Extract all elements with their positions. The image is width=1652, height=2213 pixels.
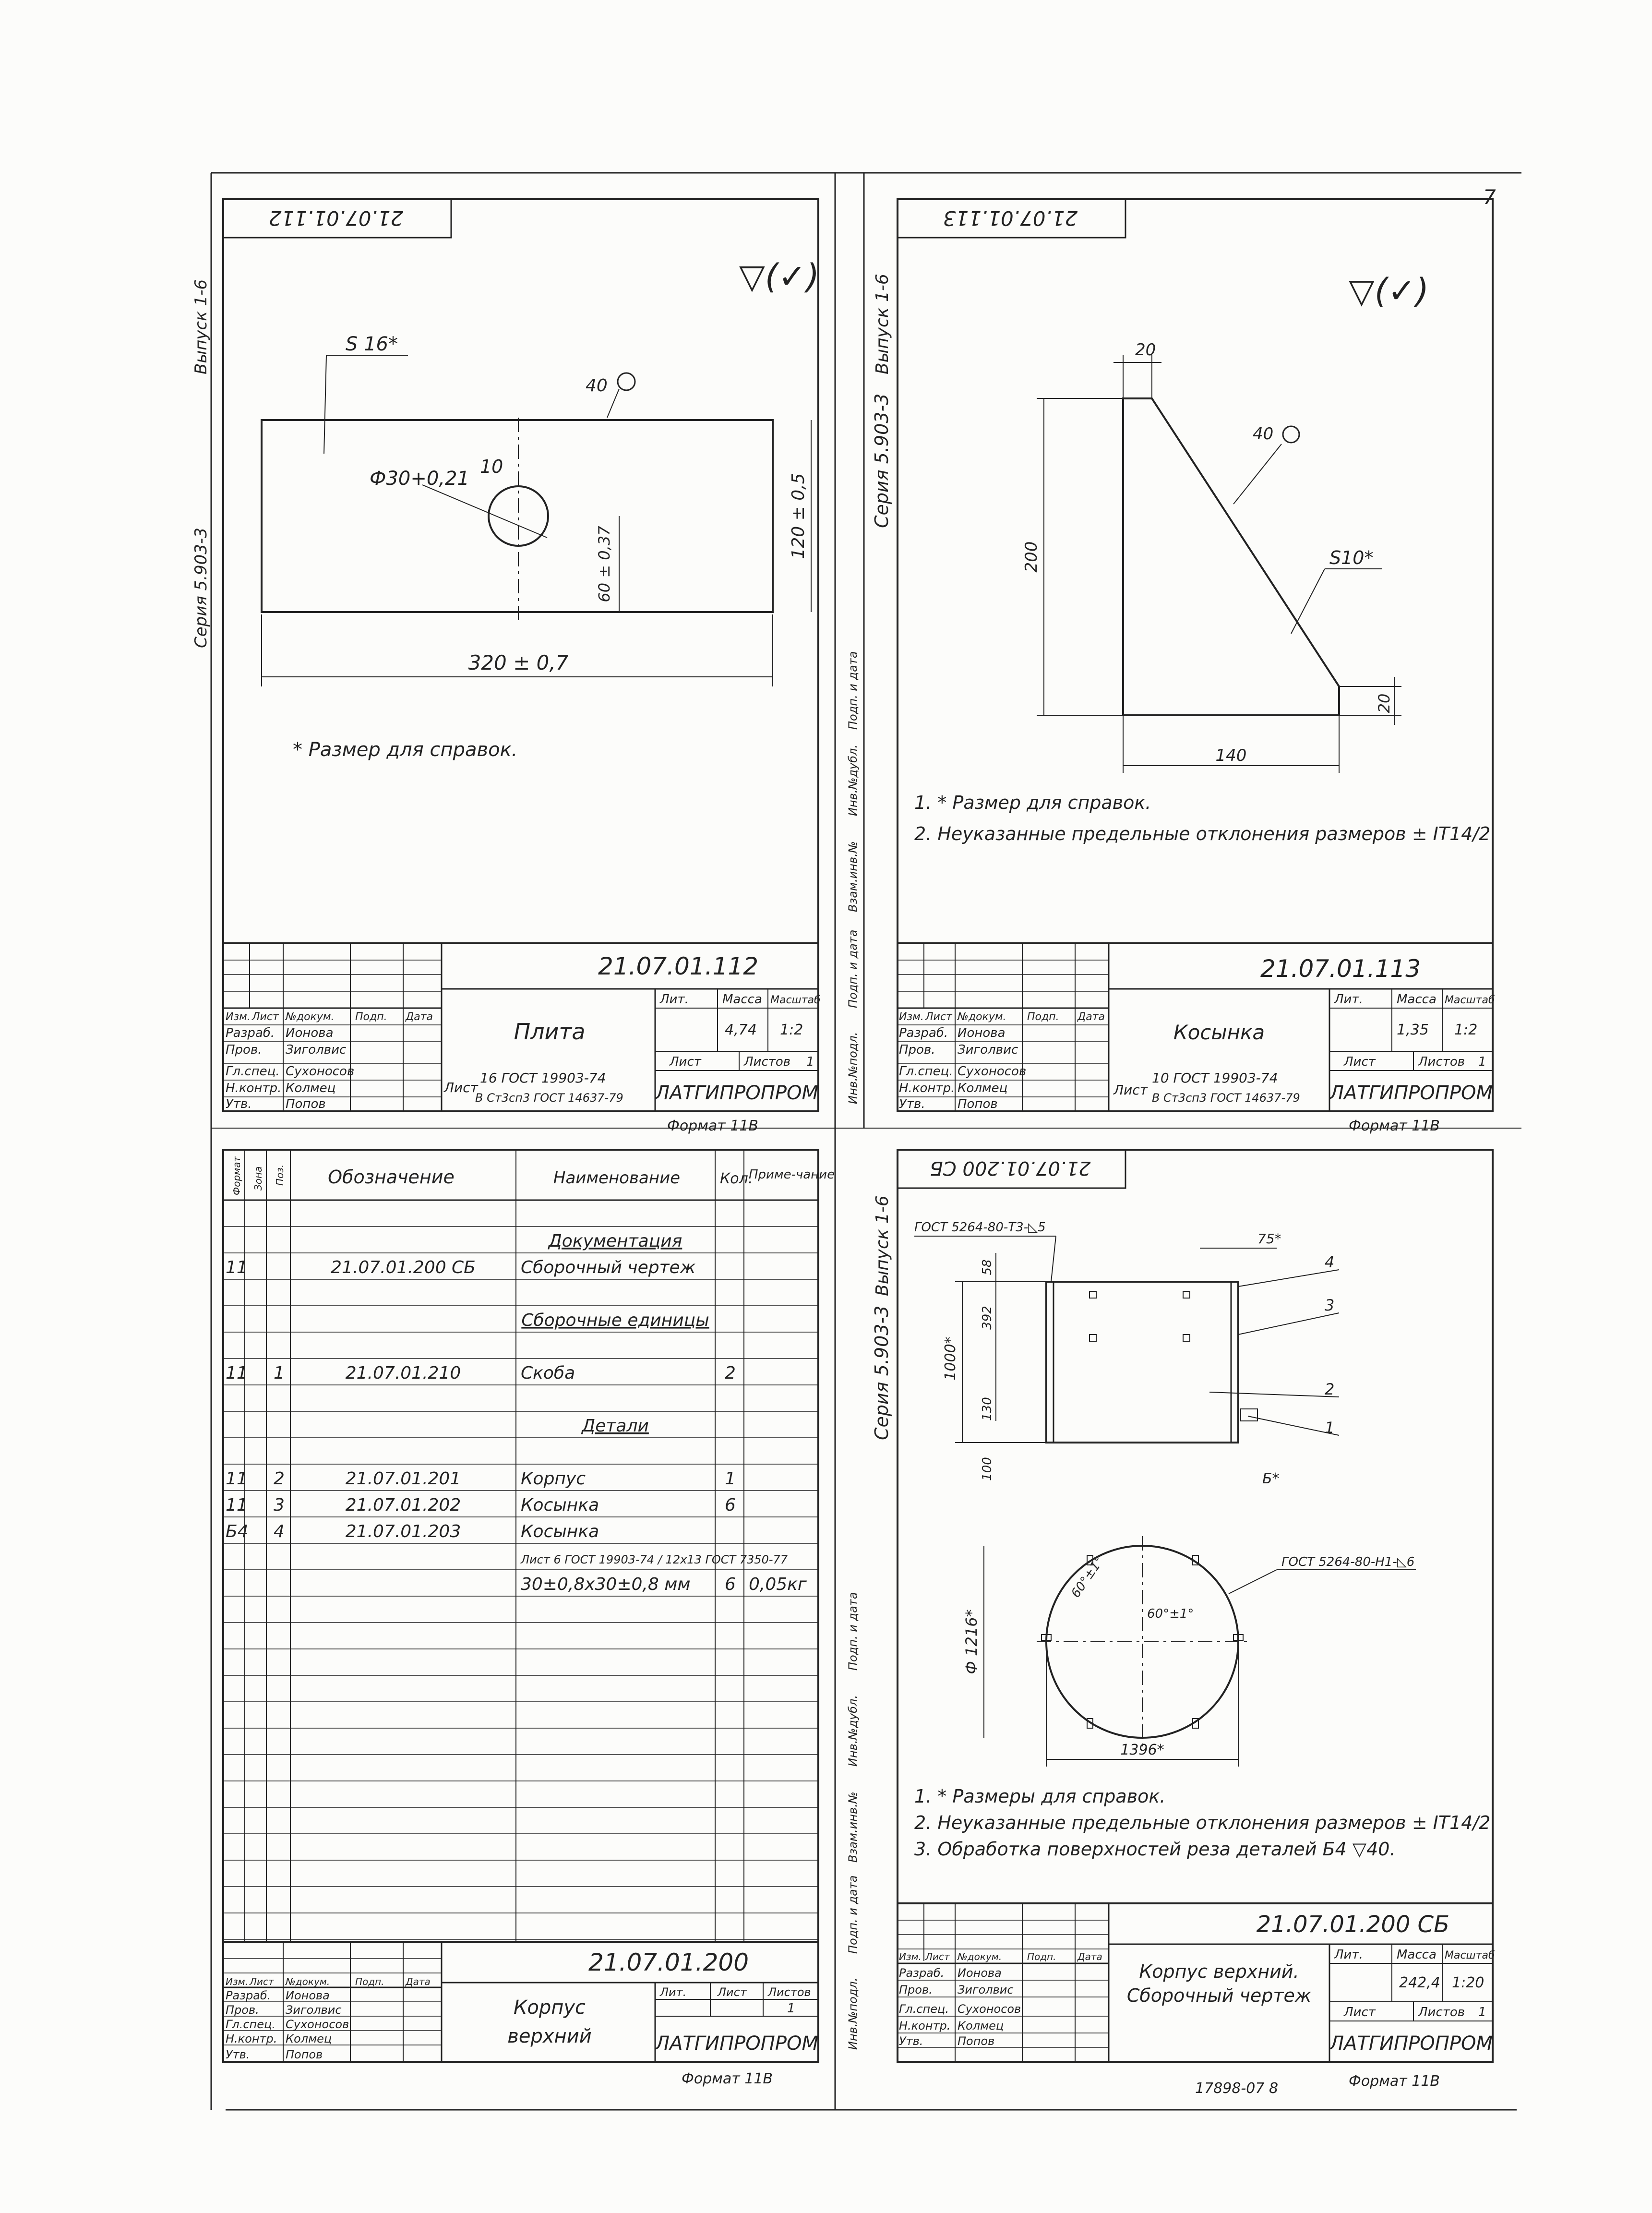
assembly-pos-1: 1 [1325,1419,1335,1437]
assembly-tb-name-3: Сухоносов [958,2002,1021,2016]
assembly-tb-listov-label: Листов [1418,2005,1465,2020]
spec-tb-name-3: Сухоносов [286,2018,349,2031]
plate-tb-role-prov: Пров. [226,1043,262,1057]
gusset-corner-code: 21.07.01.113 [943,206,1078,230]
plate-tb-material-1: 16 ГОСТ 19903-74 [480,1070,606,1086]
bottom-stamp: 17898-07 8 [1195,2080,1279,2097]
spec-cell-format: 11 [226,1469,248,1489]
assembly-pos-3: 3 [1325,1296,1335,1314]
gusset-tb-lit-label: Лит. [1334,992,1363,1007]
gusset-tb-material-2: В Ст3сп3 ГОСТ 14637-79 [1152,1091,1300,1105]
spec-cell-name: Корпус [521,1469,586,1489]
assembly-dim-392: 392 [980,1306,994,1330]
spec-cell-designation: 21.07.01.210 [345,1363,461,1383]
assembly-tb-role-list: Лист [925,1951,950,1962]
assembly-tb-name-2: Зиголвис [958,1983,1014,1997]
spec-cell-name: Сборочный чертеж [521,1258,696,1277]
plate-tb-role-list: Лист [252,1011,279,1023]
gusset-tb-role-utv: Утв. [899,1097,925,1111]
assembly-side-label-4: Инв.№дубл. [846,1695,860,1767]
plate-tb-code: 21.07.01.112 [598,952,758,980]
spec-cell-format: Б4 [226,1522,249,1541]
gusset-outline [1123,398,1339,715]
plate-tb-list-label: Лист [670,1055,701,1069]
gusset-tb-mass-label: Масса [1397,992,1437,1007]
gusset-tb-list-label: Лист [1344,1055,1376,1069]
plate-tb-role-sign: Подп. [355,1011,387,1023]
gusset-issue: Выпуск 1-6 [873,274,892,374]
assembly-side-label-2: Подп. и дата [846,1875,860,1954]
plate-tb-mass-label: Масса [722,992,762,1007]
assembly-series: Серия 5.903-3 [871,1305,892,1440]
assembly-note-3: 3. Обработка поверхностей реза деталей Б4 ▽40. [914,1839,1396,1860]
spec-cell-qty: 6 [725,1575,736,1594]
spec-cell-name: Документация [548,1231,682,1251]
assembly-tb-name-line2: Сборочный чертеж [1126,1985,1312,2006]
gusset-side-label-3: Взам.инв.№ [846,841,860,912]
assembly-weld-top: ГОСТ 5264-80-Т3-◺5 [914,1220,1046,1235]
assembly-tb-role-glspec: Гл.спец. [899,2002,949,2016]
spec-tb-role-izm: Изм. [226,1976,249,1987]
plate-tb-name-2: Зиголвис [286,1043,347,1057]
plate-tb-listov: 1 [806,1055,814,1069]
spec-tb-listov-label: Листов [768,1985,811,1999]
spec-cell-format: 11 [226,1363,248,1383]
spec-header-zone: Зона [252,1166,264,1191]
plate-dim-height: 120 ± 0,5 [789,473,808,559]
gusset-note-1: 1. * Размер для справок. [914,792,1151,813]
spec-cell-name: Сборочные единицы [521,1311,709,1330]
plate-tb-role-nkontr: Н.контр. [226,1081,282,1095]
plate-dim-thickness: S 16* [346,333,398,355]
spec-tb-name-5: Попов [286,2048,323,2061]
plate-dim-width: 320 ± 0,7 [468,651,569,674]
gusset-dim-top: 20 [1135,340,1156,360]
gusset-tb-name-4: Колмец [958,1081,1008,1095]
spec-tb-name-line2: верхний [507,2025,592,2047]
assembly-tb-name-line1: Корпус верхний. [1139,1961,1299,1982]
plate-format: Формат 11В [667,1118,759,1134]
gusset-series: Серия 5.903-3 [871,393,892,528]
plate-dim-hole: Ф30+0,21 [370,468,469,490]
assembly-dim-angle-2: 60°±1° [1147,1607,1194,1621]
page-number: 7 [1483,185,1496,209]
gusset-sheet [846,173,1495,1134]
plate-roughness-circle [618,373,635,390]
plate-tb-mass: 4,74 [725,1022,757,1038]
plate-tb-role-razrab: Разраб. [226,1026,275,1040]
gusset-tb-org: ЛАТГИПРОПРОМ [1329,1082,1493,1104]
assembly-side-label-1: Инв.№подл. [846,1977,860,2050]
assembly-corner-code: 21.07.01.200 СБ [930,1157,1091,1179]
plate-tb-scale: 1:2 [780,1022,803,1038]
gusset-tb-list-material-label: Лист [1113,1082,1148,1098]
spec-tb-role-doc: №докум. [286,1976,330,1987]
plate-tb-role-izm: Изм. [226,1011,251,1023]
assembly-tb-mass-label: Масса [1397,1948,1437,1962]
assembly-tb-role-doc: №докум. [958,1951,1002,1962]
assembly-dim-100: 100 [980,1457,994,1481]
gusset-tb-name: Косынка [1173,1021,1265,1044]
spec-tb-role-razrab: Разраб. [226,1989,271,2002]
assembly-tb-role-razrab: Разраб. [899,1966,945,1980]
spec-cell-name: Косынка [521,1522,599,1541]
assembly-tb-role-nkontr: Н.контр. [899,2019,951,2033]
gusset-tb-listov: 1 [1478,1055,1486,1069]
spec-tb-list-label: Лист [718,1985,747,1999]
spec-cell-designation: 21.07.01.201 [345,1469,461,1489]
gusset-roughness-circle [1283,426,1299,443]
plate-roughness-leader [607,389,619,418]
spec-header-format: Формат [231,1156,242,1195]
assembly-issue: Выпуск 1-6 [873,1195,892,1296]
gusset-tb-name-1: Ионова [958,1026,1006,1040]
spec-header-qty: Кол. [720,1170,753,1187]
spec-tb-name-4: Колмец [286,2032,332,2045]
gusset-roughness-symbol: ▽(✓) [1349,271,1429,311]
gusset-side-label-5: Подп. и дата [846,651,860,730]
assembly-tb-code: 21.07.01.200 СБ [1256,1911,1449,1938]
spec-cell-qty: 6 [725,1495,736,1515]
spec-tb-role-sign: Подп. [355,1976,384,1987]
plate-tb-role-doc: №докум. [286,1011,335,1023]
spec-format: Формат 11В [682,2070,773,2087]
gusset-tb-role-date: Дата [1077,1011,1105,1023]
gusset-note-2: 2. Неуказанные предельные отклонения размеров ± IT14/2 [914,823,1491,844]
plate-tb-scale-label: Масштаб [770,994,821,1006]
spec-tb-lit-label: Лит. [660,1985,687,1999]
assembly-dim-dia: Ф 1216* [962,1609,981,1674]
assembly-sheet [846,1150,1495,2090]
spec-cell-name: Скоба [521,1363,575,1383]
plate-tb-role-utv: Утв. [226,1097,252,1111]
spec-series: Серия 5.903-3 [192,528,211,648]
gusset-dim-width: 140 [1215,746,1247,765]
plate-outline [262,420,773,612]
plate-sheet [223,199,821,1134]
assembly-dim-75: 75* [1257,1231,1281,1247]
spec-cell-format: 11 [226,1258,248,1277]
plate-tb-listov-label: Листов [744,1055,791,1069]
plate-thickness-leader [324,355,326,454]
assembly-tb-listov: 1 [1478,2005,1486,2020]
spec-cell-designation: 21.07.01.202 [345,1495,461,1515]
assembly-note-1: 1. * Размеры для справок. [914,1786,1166,1807]
spec-tb-role-nkontr: Н.контр. [226,2032,277,2045]
assembly-pos-2: 2 [1325,1380,1335,1398]
spec-header-note: Приме-чание [749,1167,835,1182]
spec-cell-designation: 21.07.01.200 СБ [331,1258,476,1277]
gusset-dim-thickness: S10* [1329,547,1374,568]
plate-corner-code: 21.07.01.112 [268,206,404,230]
plate-tb-name-4: Колмец [286,1081,336,1095]
spec-cell-pos: 2 [274,1469,285,1489]
gusset-roughness-leader [1233,444,1281,504]
gusset-tb-scale: 1:2 [1454,1022,1478,1038]
spec-tb-role-glspec: Гл.спец. [226,2018,275,2031]
gusset-roughness-mark: 40 [1253,424,1274,444]
gusset-tb-mass: 1,35 [1397,1022,1429,1038]
assembly-dim-58: 58 [980,1259,994,1275]
gusset-tb-role-sign: Подп. [1027,1011,1059,1023]
assembly-tb-list-label: Лист [1344,2005,1376,2020]
gusset-side-label-1: Инв.№подл. [846,1032,860,1104]
spec-border [223,1150,818,2062]
spec-tb-org: ЛАТГИПРОПРОМ [655,2033,818,2055]
gusset-tb-code: 21.07.01.113 [1260,955,1421,983]
plate-tb-name-3: Сухоносов [286,1064,355,1079]
assembly-tb-name-4: Колмец [958,2019,1004,2033]
assembly-format: Формат 11В [1349,2073,1440,2090]
assembly-tb-role-izm: Изм. [899,1951,922,1962]
gusset-tb-role-izm: Изм. [899,1011,924,1023]
gusset-tb-name-5: Попов [958,1097,998,1111]
spec-tb-name-2: Зиголвис [286,2003,342,2017]
plate-tb-lit-label: Лит. [660,992,689,1007]
spec-cell-pos: 1 [274,1363,285,1383]
spec-cell-name: Косынка [521,1495,599,1515]
assembly-tb-name-5: Попов [958,2034,995,2048]
plate-tb-role-glspec: Гл.спец. [226,1064,280,1079]
spec-tb-role-list: Лист [250,1976,274,1987]
spec-cell-qty: 1 [725,1469,736,1489]
spec-cell-qty: 2 [725,1363,736,1383]
gusset-side-label-4: Инв.№дубл. [846,745,860,816]
spec-tb-name-1: Ионова [286,1989,330,2002]
assembly-tb-org: ЛАТГИПРОПРОМ [1329,2033,1493,2055]
plate-tb-name-1: Ионова [286,1026,334,1040]
assembly-dim-angle-1: 60°±1° [1068,1554,1107,1601]
spec-sheet [192,173,835,2110]
assembly-tb-lit-label: Лит. [1334,1948,1363,1962]
spec-cell-name: Лист 6 ГОСТ 19903-74 / 12х13 ГОСТ 7350-77 [521,1553,788,1566]
assembly-note-2: 2. Неуказанные предельные отклонения размеров ± IT14/2 [914,1812,1491,1833]
gusset-tb-listov-label: Листов [1418,1055,1465,1069]
plate-roughness-symbol: ▽(✓) [739,257,820,296]
spec-cell-name: 30±0,8х30±0,8 мм [521,1575,691,1594]
assembly-side-label-5: Подп. и дата [846,1592,860,1671]
spec-header-designation: Обозначение [328,1167,455,1188]
gusset-tb-scale-label: Масштаб [1445,994,1495,1006]
assembly-pos-4: 4 [1325,1253,1335,1271]
gusset-side-label-2: Подп. и дата [846,929,860,1008]
plate-dim-hole-pos: 60 ± 0,37 [595,526,613,602]
gusset-tb-role-nkontr: Н.контр. [899,1081,955,1095]
spec-tb-name-line1: Корпус [513,1997,586,2019]
assembly-dim-130: 130 [980,1397,994,1421]
spec-cell-format: 11 [226,1495,248,1515]
spec-header-name: Наименование [553,1168,681,1188]
gusset-tb-name-2: Зиголвис [958,1043,1018,1057]
assembly-bracket [1241,1409,1257,1421]
assembly-tb-role-utv: Утв. [899,2034,923,2048]
plate-hole-leader [422,485,547,538]
assembly-tb-role-date: Дата [1077,1951,1102,1962]
gusset-tb-role-glspec: Гл.спец. [899,1064,953,1079]
assembly-tb-scale: 1:20 [1452,1974,1484,1991]
gusset-tb-role-list: Лист [925,1011,952,1023]
assembly-dim-1396: 1396* [1120,1742,1164,1758]
gusset-tb-role-doc: №докум. [958,1011,1006,1023]
assembly-weld-plan: ГОСТ 5264-80-Н1-◺6 [1281,1555,1415,1569]
plate-tb-list-material-label: Лист [444,1080,478,1095]
plate-note: * Размер для справок. [293,739,518,761]
spec-cell-designation: 21.07.01.203 [345,1522,461,1541]
spec-issue: Выпуск 1-6 [192,279,211,374]
spec-tb-code: 21.07.01.200 [588,1948,749,1976]
assembly-side-label-3: Взам.инв.№ [846,1792,860,1863]
assembly-view-b: Б* [1262,1470,1280,1487]
plate-tb-role-date: Дата [406,1011,433,1023]
spec-header-pos: Поз. [274,1164,286,1186]
plate-tb-name-5: Попов [286,1097,326,1111]
assembly-body-front [1046,1282,1238,1443]
spec-tb-role-date: Дата [406,1976,431,1987]
assembly-dim-1000: 1000* [942,1336,959,1381]
plate-dim-hole-depth: 10 [480,456,503,477]
gusset-dim-height: 200 [1022,541,1041,573]
gusset-thickness-leader [1291,569,1325,634]
assembly-tb-role-prov: Пров. [899,1983,933,1997]
spec-tb-listov: 1 [787,2001,795,2016]
spec-cell-note: 0,05кг [749,1575,807,1594]
gusset-tb-role-prov: Пров. [899,1043,935,1057]
gusset-format: Формат 11В [1349,1118,1440,1134]
assembly-tb-name-1: Ионова [958,1966,1002,1980]
assembly-tb-scale-label: Масштаб [1445,1949,1495,1961]
plate-tb-org: ЛАТГИПРОПРОМ [655,1082,818,1104]
assembly-tb-role-sign: Подп. [1027,1951,1056,1962]
spec-tb-role-utv: Утв. [226,2048,250,2061]
plate-tb-material-2: В Ст3сп3 ГОСТ 14637-79 [475,1091,623,1105]
gusset-tb-material-1: 10 ГОСТ 19903-74 [1152,1070,1278,1086]
spec-tb-role-prov: Пров. [226,2003,259,2017]
spec-cell-name: Детали [582,1416,649,1436]
plate-tb-name: Плита [514,1019,586,1045]
gusset-tb-role-razrab: Разраб. [899,1026,948,1040]
gusset-dim-bottom-edge: 20 [1375,693,1393,713]
gusset-tb-name-3: Сухоносов [958,1064,1027,1079]
spec-cell-pos: 3 [274,1495,285,1515]
assembly-tb-mass: 242,4 [1399,1974,1440,1991]
spec-cell-pos: 4 [274,1522,285,1541]
plate-roughness-mark: 40 [586,376,608,396]
